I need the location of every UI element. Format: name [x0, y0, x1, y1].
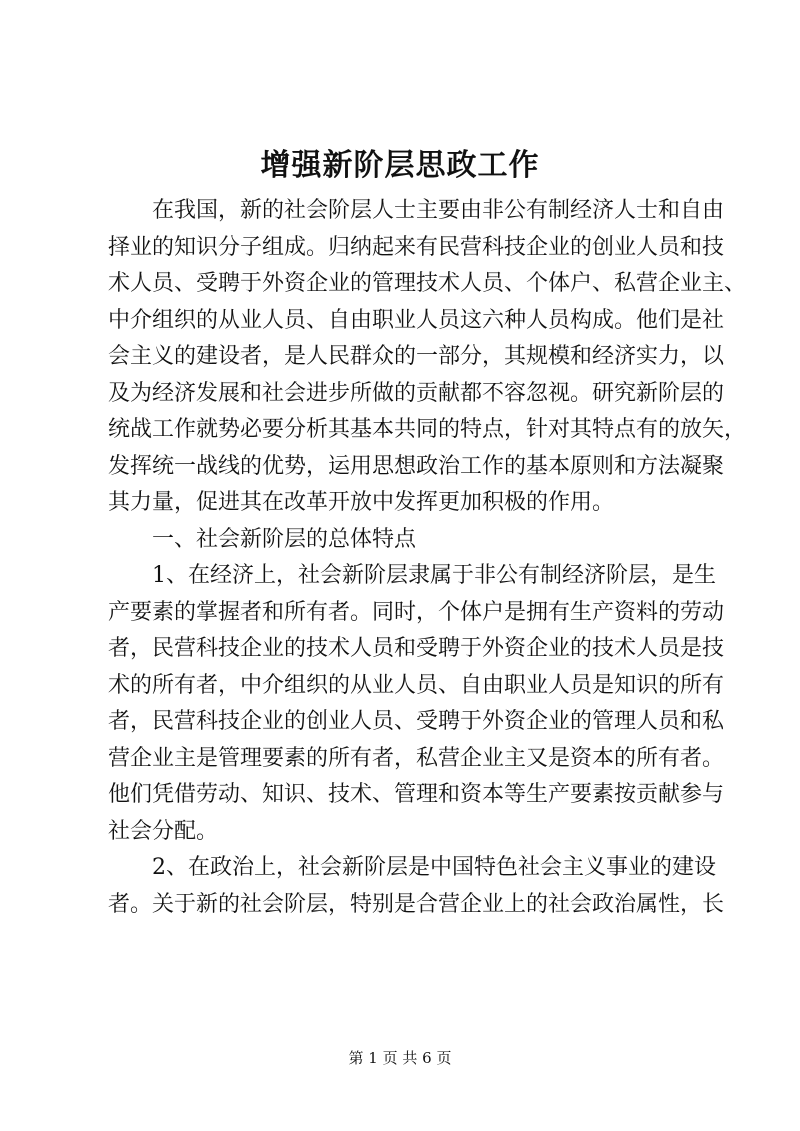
paragraph-line: 者，民营科技企业的创业人员、受聘于外资企业的管理人员和私 — [108, 709, 725, 734]
paragraph-line: 择业的知识分子组成。归纳起来有民营科技企业的创业人员和技 — [108, 234, 725, 260]
document-title: 增强新阶层思政工作 — [260, 148, 540, 183]
paragraph-line: 者。关于新的社会阶层，特别是合营企业上的社会政治属性，长 — [108, 891, 725, 917]
paragraph-line: 术的所有者，中介组织的从业人员、自由职业人员是知识的所有 — [108, 672, 725, 698]
document-body — [108, 193, 747, 923]
paragraph-line: 及为经济发展和社会进步所做的贡献都不容忽视。研究新阶层的 — [108, 380, 725, 406]
paragraph-line: 发挥统一战线的优势，运用思想政治工作的基本原则和方法凝聚 — [108, 453, 725, 479]
paragraph-line: 2、在政治上，社会新阶层是中国特色社会主义事业的建设 — [152, 855, 716, 880]
paragraph-line: 社会分配。 — [108, 818, 219, 844]
paragraph-line: 1、在经济上，社会新阶层隶属于非公有制经济阶层，是生 — [152, 563, 716, 588]
paragraph-line: 其力量，促进其在改革开放中发挥更加积极的作用。 — [108, 490, 615, 515]
paragraph-line: 者，民营科技企业的技术人员和受聘于外资企业的技术人员是技 — [108, 636, 725, 661]
paragraph-line: 产要素的掌握者和所有者。同时，个体户是拥有生产资料的劳动 — [108, 599, 725, 625]
paragraph-line: 会主义的建设者，是人民群众的一部分，其规模和经济实力，以 — [108, 344, 725, 369]
paragraph-line: 术人员、受聘于外资企业的管理技术人员、个体户、私营企业主、 — [108, 271, 747, 296]
paragraph-line: 营企业主是管理要素的所有者，私营企业主又是资本的所有者。 — [108, 745, 725, 771]
paragraph-line: 在我国，新的社会阶层人士主要由非公有制经济人士和自由 — [152, 198, 725, 223]
page-number-footer: 第 1 页 共 6 页 — [348, 1049, 452, 1067]
paragraph-line: 中介组织的从业人员、自由职业人员这六种人员构成。他们是社 — [108, 307, 725, 333]
section-heading: 一、社会新阶层的总体特点 — [152, 526, 417, 552]
paragraph-line: 他们凭借劳动、知识、技术、管理和资本等生产要素按贡献参与 — [108, 782, 725, 807]
paragraph-line: 统战工作就势必要分析其基本共同的特点，针对其特点有的放矢， — [108, 417, 747, 442]
